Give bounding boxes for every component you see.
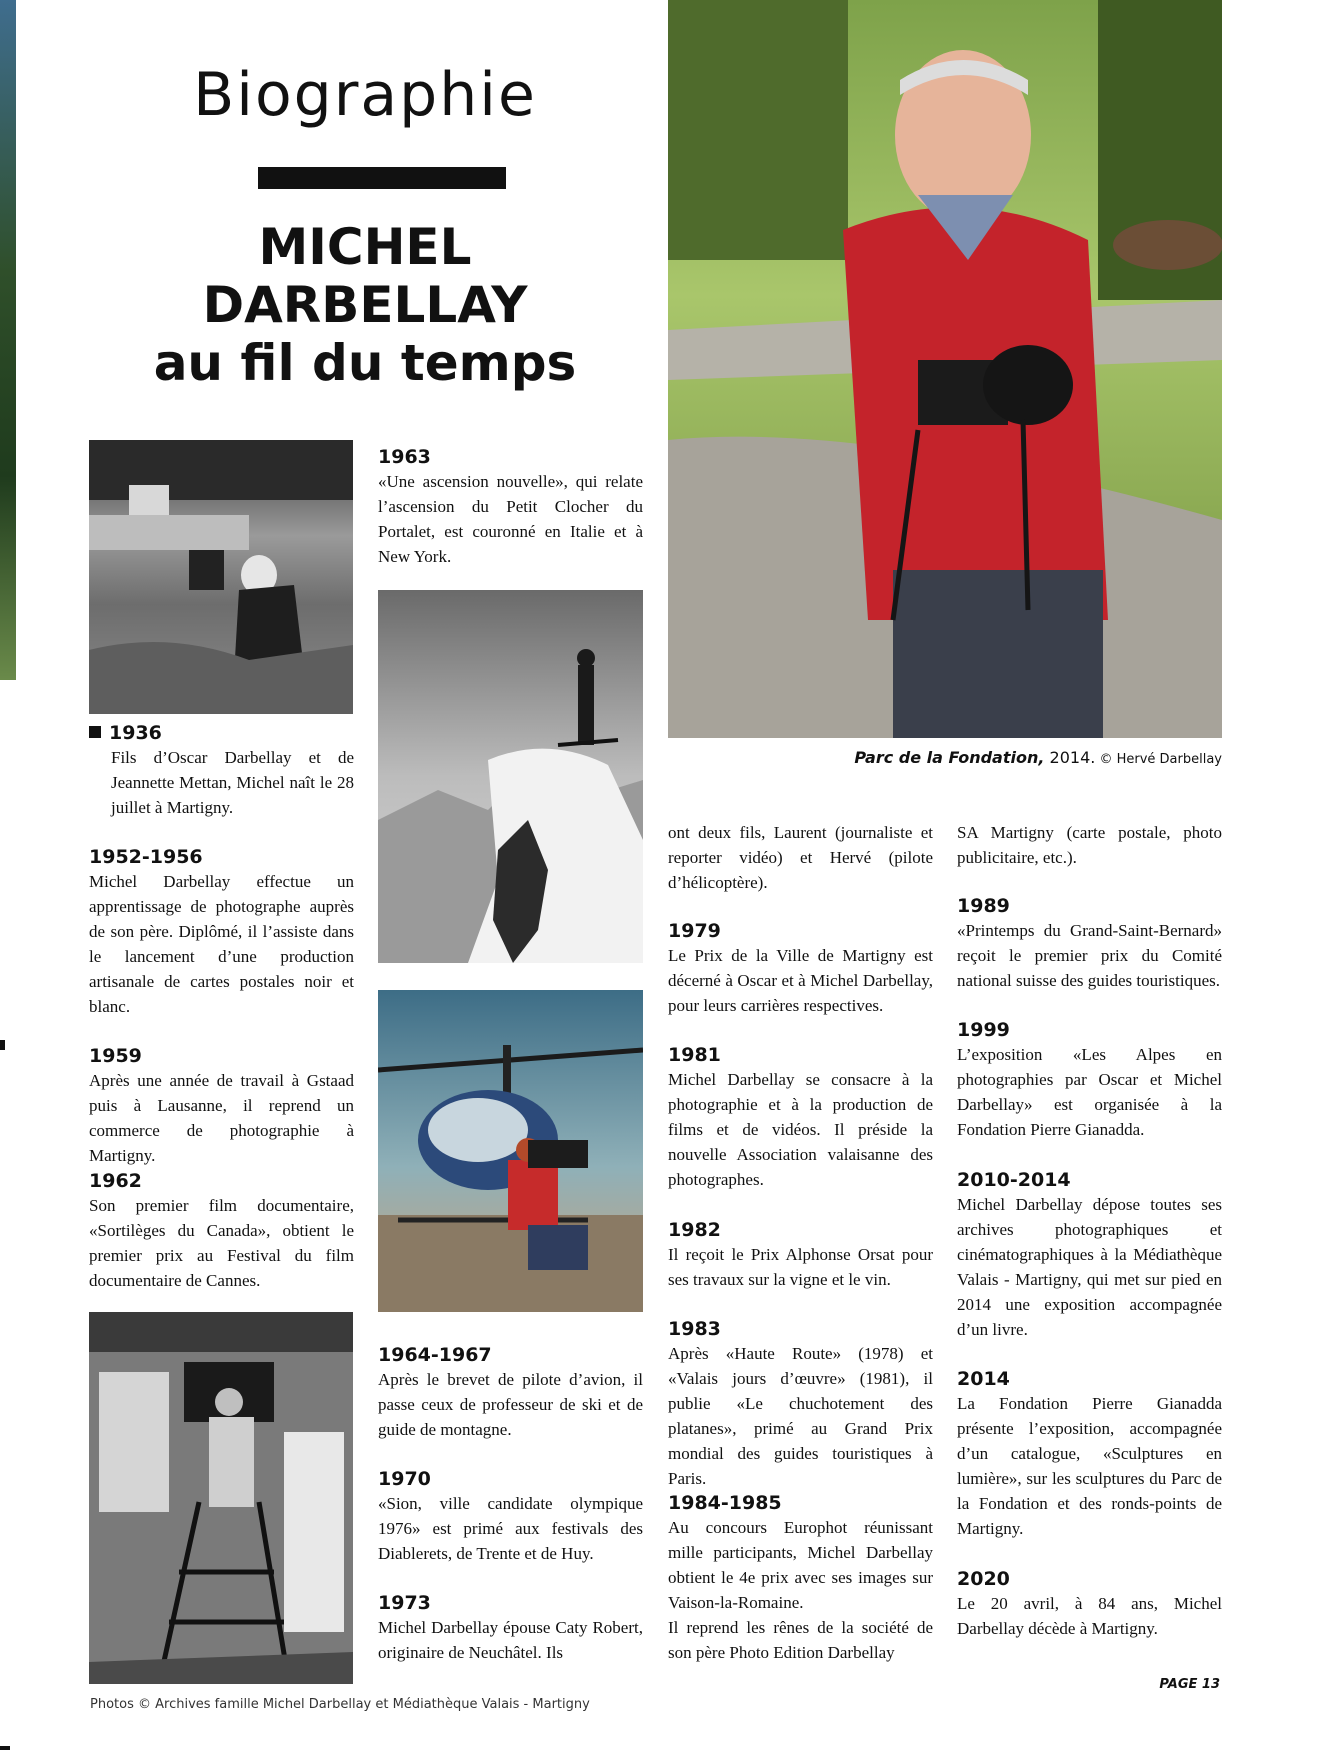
bullet-square-icon [89, 726, 101, 738]
timeline-entry [668, 1317, 933, 1491]
entry-text: Michel Darbellay se consacre à la photographie et à la production de films et de vidéos. Il préside la nouvelle Association valaisanne des photographes. [668, 1070, 933, 1189]
entry-text: Après une année de travail à Gstaad puis à Lausanne, il reprend un commerce de photographie à Martigny. [89, 1071, 354, 1165]
entry-year: 1982 [668, 1219, 721, 1241]
portrait-park-photo [668, 0, 1222, 738]
timeline-entry [378, 445, 643, 569]
timeline-entry [668, 919, 933, 1018]
title-line: DARBELLAY [202, 276, 528, 334]
entry-text: Son premier film documentaire, «Sortilèges du Canada», obtient le premier prix au Festival du film documentaire de Cannes. [89, 1196, 354, 1290]
entry-year: 1979 [668, 920, 721, 942]
timeline-entry [668, 1043, 933, 1192]
helicopter-cameraman-photo [378, 990, 643, 1312]
entry-year: 1984-1985 [668, 1492, 782, 1514]
crop-mark [0, 1746, 10, 1750]
page-number: PAGE 13 [1159, 1677, 1220, 1692]
entry-year: 1999 [957, 1019, 1010, 1041]
entry-text: ont deux fils, Laurent (journaliste et reporter vidéo) et Hervé (pilote d’hélicoptère). [668, 823, 933, 892]
entry-year: 2010-2014 [957, 1169, 1071, 1191]
entry-year: 1936 [109, 722, 162, 744]
caption-year: 2014. [1044, 748, 1096, 767]
caption-credit: © Hervé Darbellay [1095, 752, 1222, 767]
timeline-entry [957, 1018, 1222, 1142]
timeline-entry [957, 1367, 1222, 1541]
timeline-entry [957, 894, 1222, 993]
timeline-entry [89, 1044, 354, 1168]
entry-text: Michel Darbellay effectue un apprentissage de photographe auprès de son père. Diplômé, il l’assiste dans le lancement d’une production artisanale de cartes postales noir et blanc. [89, 872, 354, 1016]
timeline-entry [378, 1591, 643, 1665]
entry-text: «Sion, ville candidate olympique 1976» est primé aux festivals des Diablerets, de Trente et de Huy. [378, 1494, 643, 1563]
timeline-entry [668, 1218, 933, 1292]
page-title [90, 218, 640, 392]
photographer-on-ladder-photo [89, 1312, 353, 1684]
timeline-entry [378, 1467, 643, 1566]
timeline-entry [957, 1567, 1222, 1641]
entry-text: Il reprend les rênes de la société de son père Photo Edition Darbellay [668, 1618, 933, 1662]
timeline-entry [668, 1491, 933, 1665]
heading-divider-bar [258, 167, 506, 189]
photographer-by-lake-photo [89, 440, 353, 714]
title-line: MICHEL [258, 218, 472, 276]
entry-year: 1964-1967 [378, 1344, 492, 1366]
entry-year: 1981 [668, 1044, 721, 1066]
entry-text: Après «Haute Route» (1978) et «Valais jours d’œuvre» (1981), il publie «Le chuchotement des platanes», primé au Grand Prix mondial des guides touristiques à Paris. [668, 1344, 933, 1488]
crop-mark [0, 1040, 5, 1050]
entry-text: «Une ascension nouvelle», qui relate l’ascension du Petit Clocher du Portalet, est couronné en Italie et à New York. [378, 472, 643, 566]
entry-text: Le Prix de la Ville de Martigny est décerné à Oscar et à Michel Darbellay, pour leurs carrières respectives. [668, 946, 933, 1015]
timeline-entry [89, 1169, 354, 1293]
entry-text: Michel Darbellay dépose toutes ses archives photographiques et cinématographiques à la Médiathèque Valais - Martigny, qui met sur pied en 2014 une exposition accompagnée d’un livre. [957, 1195, 1222, 1339]
entry-year: 2020 [957, 1568, 1010, 1590]
entry-year: 1973 [378, 1592, 431, 1614]
entry-text: Au concours Europhot réunissant mille participants, Michel Darbellay obtient le 4e prix avec ses images sur Vaison-la-Romaine. [668, 1518, 933, 1612]
entry-text: Fils d’Oscar Darbellay et de Jeannette Mettan, Michel naît le 28 juillet à Martigny. [111, 748, 354, 817]
entry-text: Michel Darbellay épouse Caty Robert, originaire de Neuchâtel. Ils [378, 1618, 643, 1662]
entry-year: 1963 [378, 446, 431, 468]
timeline-entry [89, 721, 354, 820]
entry-year: 1970 [378, 1468, 431, 1490]
entry-text: «Printemps du Grand-Saint-Bernard» reçoit le premier prix du Comité national suisse des guides touristiques. [957, 921, 1222, 990]
title-line: au fil du temps [153, 334, 577, 392]
entry-year: 2014 [957, 1368, 1010, 1390]
mountaineer-on-summit-photo [378, 590, 643, 963]
timeline-entry-continued [957, 820, 1222, 870]
timeline-entry-continued [668, 820, 933, 895]
timeline-entry [89, 845, 354, 1019]
entry-year: 1952-1956 [89, 846, 203, 868]
timeline-entry [378, 1343, 643, 1442]
adjacent-page-photo-edge [0, 0, 16, 680]
photo-caption [854, 748, 1222, 767]
entry-text: Il reçoit le Prix Alphonse Orsat pour ses travaux sur la vigne et le vin. [668, 1245, 933, 1289]
entry-text: L’exposition «Les Alpes en photographies par Oscar et Michel Darbellay» est organisée à la Fondation Pierre Gianadda. [957, 1045, 1222, 1139]
caption-place: Parc de la Fondation, [854, 748, 1045, 767]
entry-text: La Fondation Pierre Gianadda présente l’exposition, accompagnée d’un catalogue, «Sculptures en lumière», sur les sculptures du Parc de la Fondation et des ronds-points de Martigny. [957, 1394, 1222, 1538]
entry-year: 1962 [89, 1170, 142, 1192]
entry-year: 1989 [957, 895, 1010, 917]
entry-text: SA Martigny (carte postale, photo publicitaire, etc.). [957, 823, 1222, 867]
entry-year: 1959 [89, 1045, 142, 1067]
entry-year: 1983 [668, 1318, 721, 1340]
entry-text: Le 20 avril, à 84 ans, Michel Darbellay décède à Martigny. [957, 1594, 1222, 1638]
photo-credits: Photos © Archives famille Michel Darbellay et Médiathèque Valais - Martigny [90, 1697, 590, 1712]
entry-text: Après le brevet de pilote d’avion, il passe ceux de professeur de ski et de guide de montagne. [378, 1370, 643, 1439]
timeline-entry [957, 1168, 1222, 1342]
section-heading: Biographie [193, 60, 537, 130]
